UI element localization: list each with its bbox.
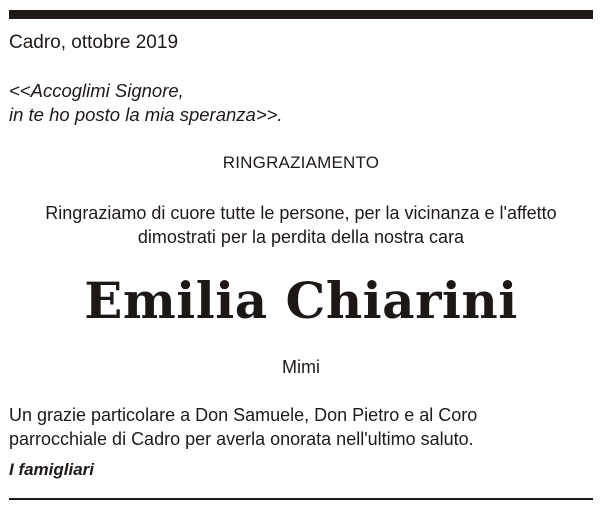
notice-heading: RINGRAZIAMENTO (222, 153, 380, 172)
obituary-notice (9, 0, 593, 512)
bottom-divider (9, 498, 593, 500)
deceased-name: Emilia Chiarini (84, 271, 518, 330)
special-thanks-line-1: Un grazie particolare a Don Samuele, Don Pietro e al Coro (9, 405, 478, 425)
top-border-bar (9, 10, 593, 19)
thanks-line-1: Ringraziamo di cuore tutte le persone, per la vicinanza e l'affetto (45, 203, 557, 223)
thanks-paragraph (9, 201, 593, 249)
special-thanks-paragraph (9, 403, 477, 451)
special-thanks-line-2: parrocchiale di Cadro per averla onorata nell'ultimo saluto. (9, 429, 474, 449)
quote-line-2: in te ho posto la mia speranza>>. (9, 104, 283, 125)
quote-line-1: <<Accoglimi Signore, (9, 80, 184, 101)
thanks-line-2: dimostrati per la perdita della nostra cara (137, 227, 465, 247)
family-signature: I famigliari (9, 460, 95, 479)
place-date: Cadro, ottobre 2019 (9, 32, 179, 53)
deceased-nickname: Mimi (282, 357, 320, 377)
religious-quote (9, 79, 283, 127)
